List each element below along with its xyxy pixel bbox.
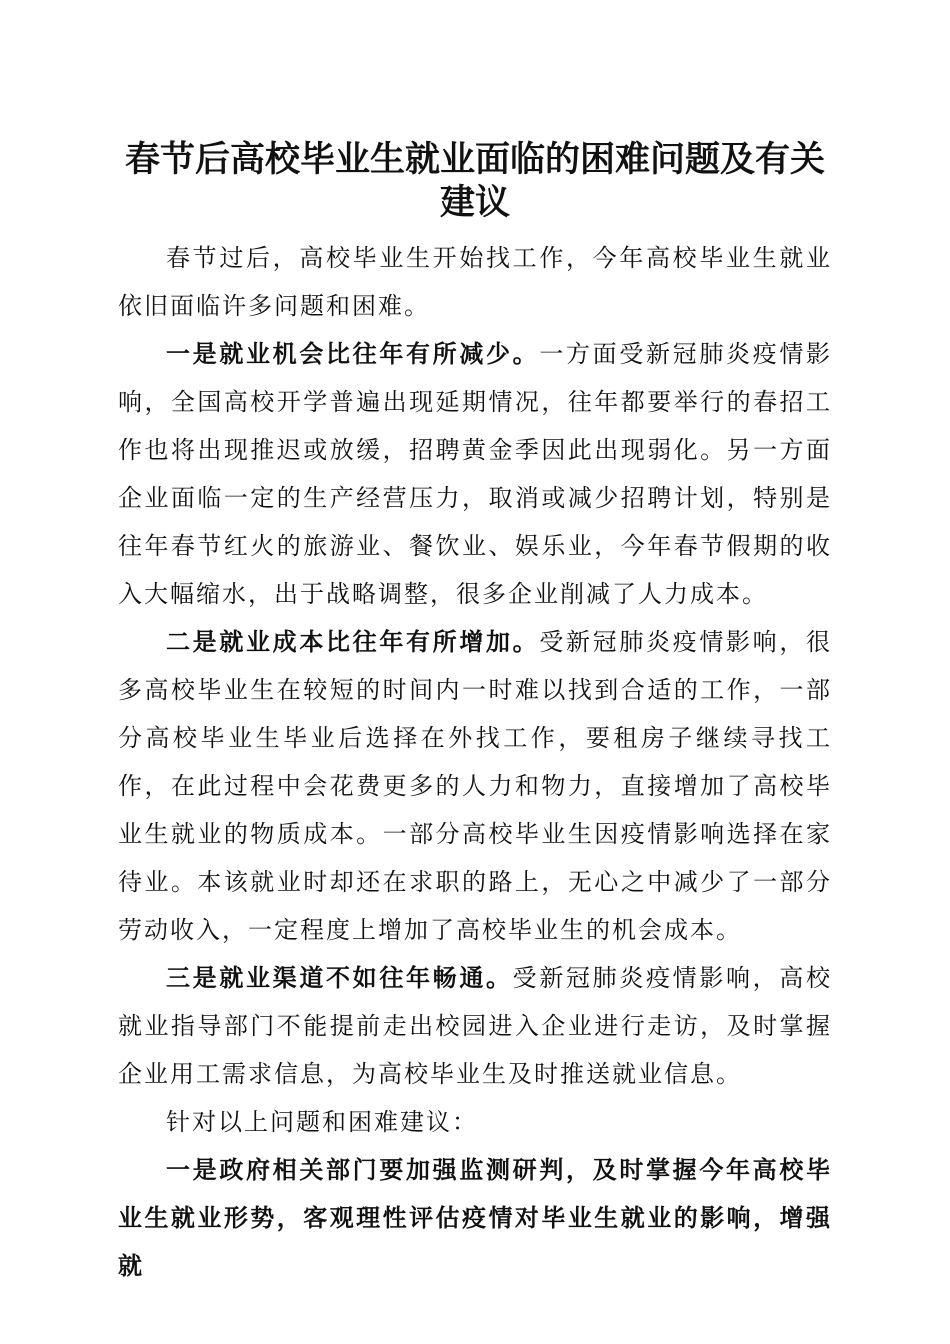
- title-line-1: 春节后高校毕业生就业面临的困难问题及有关: [124, 139, 825, 180]
- problem-paragraph-2: [118, 618, 832, 954]
- problem-2-lead: 二是就业成本比往年有所增加。: [166, 627, 540, 656]
- problem-3-lead: 三是就业渠道不如往年畅通。: [166, 963, 513, 992]
- suggestions-intro-paragraph: 针对以上问题和困难建议：: [166, 1108, 478, 1136]
- intro-paragraph: 春节过后，高校毕业生开始找工作，今年高校毕业生就业依旧面临许多问题和困难。: [118, 244, 832, 320]
- title-line-2: 建议: [439, 182, 510, 223]
- problem-1-body: 一方面受新冠肺炎疫情影响，全国高校开学普遍出现延期情况，往年都要举行的春招工作也将出现推迟或放缓，招聘黄金季因此出现弱化。另一方面企业面临一定的生产经营压力，取消或减少招聘计划，特别是往年春节红火的旅游业、餐饮业、娱乐业，今年春节假期的收入大幅缩水，出于战略调整，很多企业削减了人力成本。: [118, 340, 833, 608]
- problem-1-lead: 一是就业机会比往年有所减少。: [166, 339, 540, 368]
- document-title: [118, 138, 832, 224]
- problem-paragraph-1: [118, 330, 832, 618]
- problem-3-body: 受新冠肺炎疫情影响，高校就业指导部门不能提前走出校园进入企业进行走访，及时掌握企业用工需求信息，为高校毕业生及时推送就业信息。: [118, 964, 833, 1088]
- suggestion-paragraph-1: [118, 1146, 832, 1290]
- problem-paragraph-3: [118, 954, 832, 1098]
- suggestion-1-lead: 一是政府相关部门要加强监测研判，及时掌握今年高校毕业生就业形势，客观理性评估疫情对毕业生就业的影响，增强就: [118, 1155, 832, 1280]
- problem-2-body: 受新冠肺炎疫情影响，很多高校毕业生在较短的时间内一时难以找到合适的工作，一部分高校毕业生毕业后选择在外找工作，要租房子继续寻找工作，在此过程中会花费更多的人力和物力，直接增加了高校毕业生就业的物质成本。一部分高校毕业生因疫情影响选择在家待业。本该就业时却还在求职的路上，无心之中减少了一部分劳动收入，一定程度上增加了高校毕业生的机会成本。: [118, 628, 833, 944]
- document-body: [118, 138, 832, 1290]
